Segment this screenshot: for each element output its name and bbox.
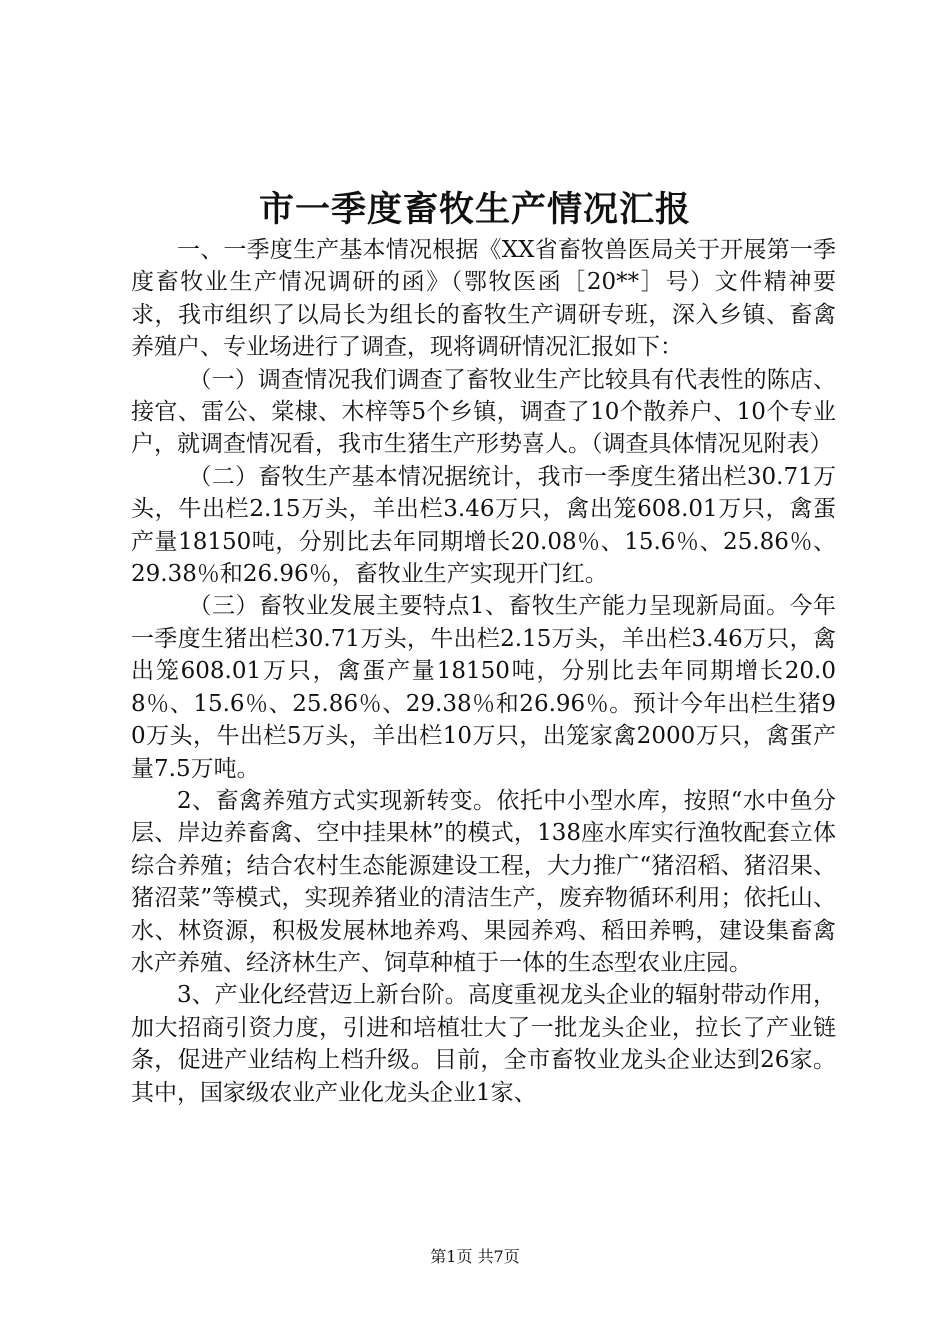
paragraph-survey: （一）调查情况我们调查了畜牧业生产比较具有代表性的陈店、接官、雷公、棠棣、木梓等5个乡镇，调查了10个散养户、10个专业户，就调查情况看，我市生猪生产形势喜人。（调查具体情况见附表） bbox=[131, 366, 836, 458]
paragraph-breeding-methods: 2、畜禽养殖方式实现新转变。依托中小型水库，按照“水中鱼分层、岸边养畜禽、空中挂果林”的模式，138座水库实行渔牧配套立体综合养殖；结合农村生态能源建设工程，大力推广“猪沼稻、猪沼果、猪沼菜”等模式，实现养猪业的清洁生产，废弃物循环利用；依托山、水、林资源，积极发展林地养鸡、果园养鸡、稻田养鸭，建设集畜禽水产养殖、经济林生产、饲草种植于一体的生态型农业庄园。 bbox=[131, 787, 836, 976]
paragraph-industrialization: 3、产业化经营迈上新台阶。高度重视龙头企业的辐射带动作用，加大招商引资力度，引进和培植壮大了一批龙头企业，拉长了产业链条，促进产业结构上档升级。目前，全市畜牧业龙头企业达到26家。其中，国家级农业产业化龙头企业1家、 bbox=[131, 982, 836, 1106]
paragraph-intro: 一、一季度生产基本情况根据《XX省畜牧兽医局关于开展第一季度畜牧业生产情况调研的函》（鄂牧医函［20**］号）文件精神要求，我市组织了以局长为组长的畜牧生产调研专班，深入乡镇、畜禽养殖户、专业场进行了调查，现将调研情况汇报如下： bbox=[131, 237, 836, 361]
document-title: 市一季度畜牧生产情况汇报 bbox=[258, 189, 691, 230]
page-number: 第1页 共7页 bbox=[430, 1247, 520, 1266]
document-body bbox=[131, 234, 836, 1109]
paragraph-basic-situation: （二）畜牧生产基本情况据统计，我市一季度生猪出栏30.71万头，牛出栏2.15万头，羊出栏3.46万只，禽出笼608.01万只，禽蛋产量18150吨，分别比去年同期增长20.08％、15.6％、25.86％、29.38％和26.96％，畜牧业生产实现开门红。 bbox=[131, 463, 836, 588]
paragraph-features: （三）畜牧业发展主要特点1、畜牧生产能力呈现新局面。今年一季度生猪出栏30.71万头，牛出栏2.15万头，羊出栏3.46万只，禽出笼608.01万只，禽蛋产量18150吨，分别比去年同期增长20.08％、15.6％、25.86％、29.38％和26.96％。预计今年出栏生猪90万头，牛出栏5万头，羊出栏10万只，出笼家禽2000万只，禽蛋产量7.5万吨。 bbox=[131, 593, 836, 782]
